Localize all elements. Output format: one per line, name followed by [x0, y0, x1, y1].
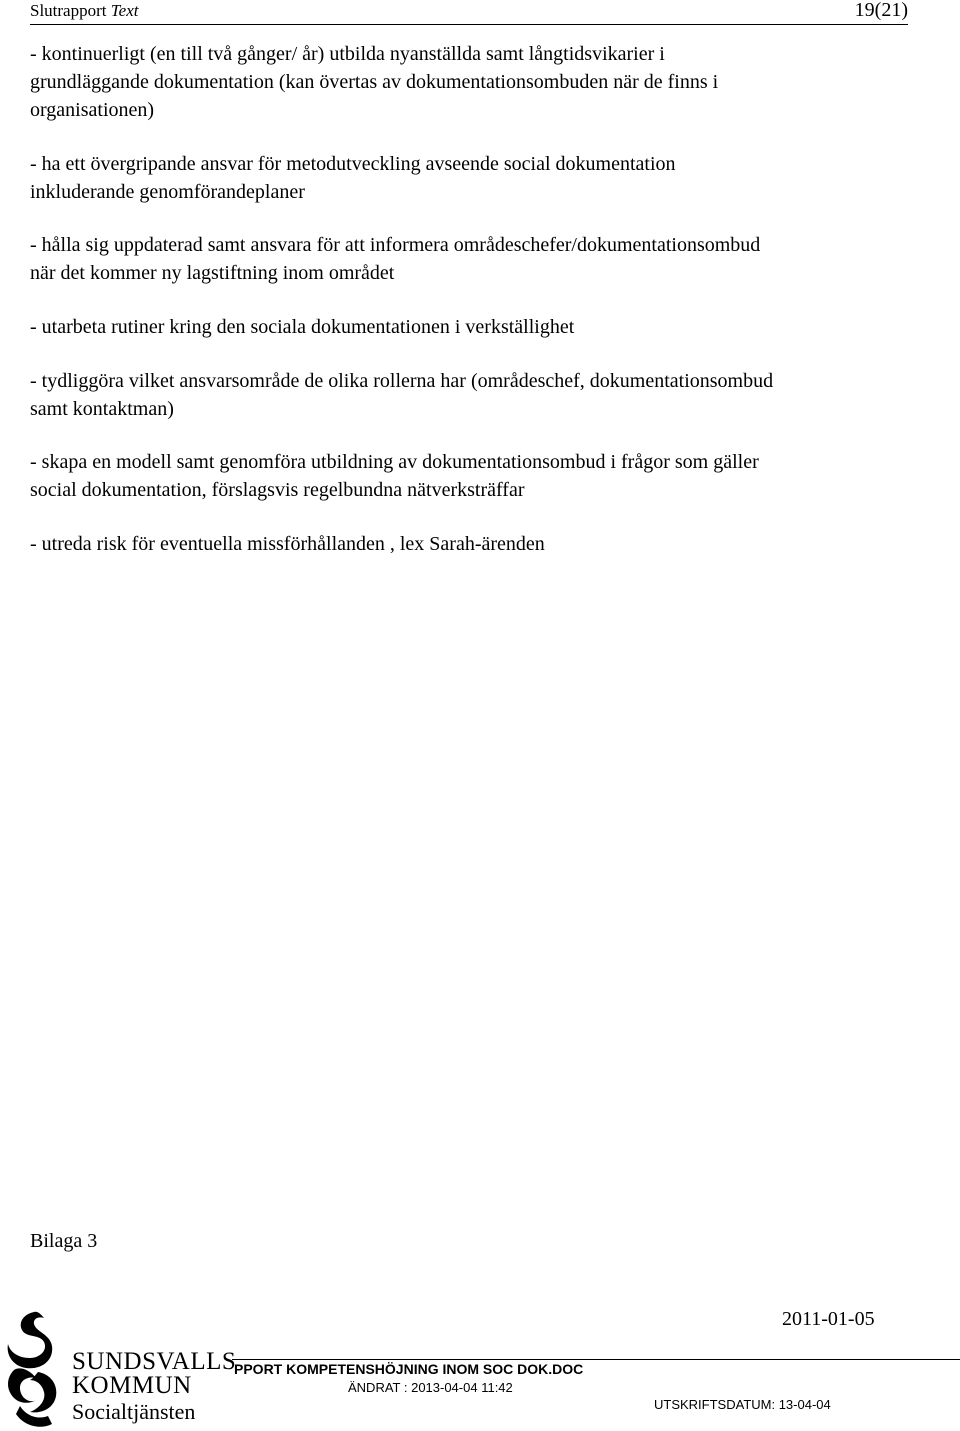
logo-line-3: Socialtjänsten	[72, 1399, 196, 1424]
paragraph-6	[30, 448, 920, 504]
paragraph-line: - skapa en modell samt genomföra utbildning av dokumentationsombud i frågor som gäller	[30, 451, 759, 473]
paragraph-line: - utarbeta rutiner kring den sociala dokumentationen i verkställighet	[30, 316, 575, 338]
page-header	[30, 0, 908, 25]
footer-changed-date: ÄNDRAT : 2013-04-04 11:42	[348, 1380, 513, 1395]
logo-line-2: KOMMUN	[72, 1372, 192, 1399]
paragraph-1	[30, 40, 920, 124]
header-title	[30, 1, 138, 21]
paragraph-line: - ha ett övergripande ansvar för metodutveckling avseende social dokumentation	[30, 153, 676, 175]
paragraph-7	[30, 530, 920, 558]
paragraph-4	[30, 313, 920, 341]
sundsvall-logo	[72, 1350, 236, 1426]
paragraph-line: inkluderande genomförandeplaner	[30, 181, 305, 203]
header-title-italic: Text	[110, 1, 139, 20]
paragraph-line: grundläggande dokumentation (kan övertas av dokumentationsombuden när de finns i	[30, 71, 719, 93]
paragraph-line: när det kommer ny lagstiftning inom området	[30, 262, 395, 284]
footer-filename: PPORT KOMPETENSHÖJNING INOM SOC DOK.DOC	[234, 1361, 584, 1377]
paragraph-line: social dokumentation, förslagsvis regelbundna nätverksträffar	[30, 479, 525, 501]
appendix-label: Bilaga 3	[30, 1230, 98, 1252]
paragraph-line: - tydliggöra vilket ansvarsområde de olika rollerna har (områdeschef, dokumentationsombud	[30, 370, 774, 392]
logo-line-1: SUNDSVALLS	[72, 1348, 237, 1375]
sundsvall-crest-icon	[0, 1308, 70, 1430]
paragraph-line: - utreda risk för eventuella missförhållanden , lex Sarah-ärenden	[30, 533, 545, 555]
header-title-text: Slutrapport	[30, 1, 107, 20]
paragraph-line: - kontinuerligt (en till två gånger/ år) utbilda nyanställda samt långtidsvikarier i	[30, 43, 665, 65]
document-date: 2011-01-05	[782, 1308, 875, 1330]
paragraph-line: organisationen)	[30, 99, 155, 121]
paragraph-3	[30, 231, 920, 287]
page-number: 19(21)	[854, 0, 908, 21]
paragraph-2	[30, 150, 920, 206]
paragraph-5	[30, 367, 920, 423]
paragraph-line: samt kontaktman)	[30, 398, 174, 420]
paragraph-line: - hålla sig uppdaterad samt ansvara för att informera områdeschefer/dokumentationsombud	[30, 234, 761, 256]
footer-divider	[232, 1359, 960, 1360]
footer-print-date: UTSKRIFTSDATUM: 13-04-04	[654, 1397, 831, 1412]
